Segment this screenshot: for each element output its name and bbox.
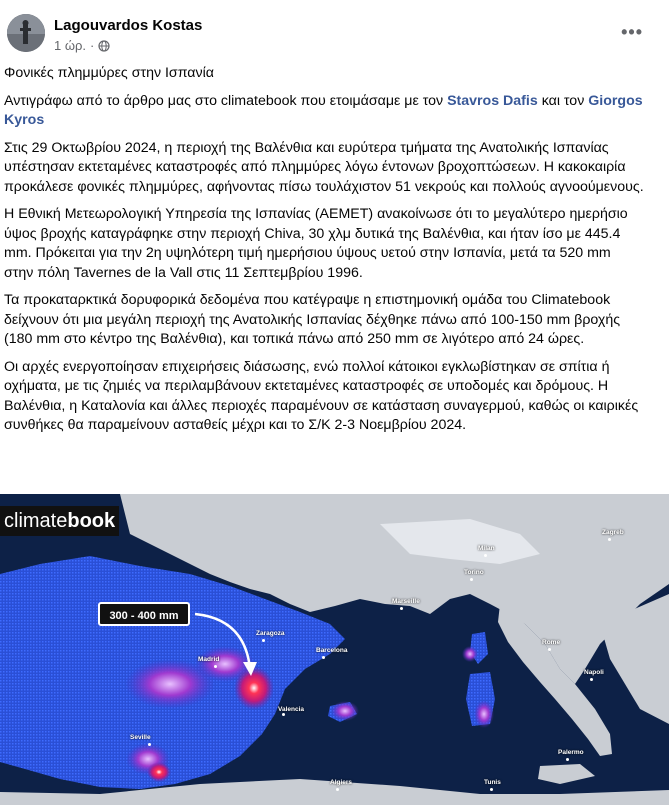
city-dot — [148, 743, 151, 746]
mention-stavros-dafis[interactable]: Stavros Dafis — [447, 92, 538, 109]
city-label-zagreb: Zagreb — [602, 529, 624, 536]
avatar[interactable] — [7, 14, 45, 52]
city-label-seville: Seville — [130, 734, 151, 741]
paragraph-text: Αντιγράφω από το άρθρο μας στο climatebook που ετοιμάσαμε με τον — [4, 92, 448, 109]
city-label-torino: Torino — [464, 569, 484, 576]
city-label-rome: Rome — [542, 639, 561, 646]
city-label-milan: Milan — [478, 545, 495, 552]
city-label-napoli: Napoli — [584, 669, 604, 676]
mention-giorgos-kyros[interactable]: Giorgos Kyros — [4, 92, 643, 128]
post-paragraph-5: Τα προκαταρκτικά δορυφορικά δεδομένα που κατέγραψε η επιστημονική ομάδα του Climatebook δείχνουν ότι μια μεγάλη περιοχή της Ανατολικής Ισπανίας δέχθηκε πάνω από 100-150 mm βροχής (180 mm στο κέντρο της Βαλένθια), και τοπικά πάνω από 250 mm σε λιγότερο από 24 ώρες. — [4, 292, 621, 347]
city-dot — [470, 578, 473, 581]
city-label-palermo: Palermo — [558, 749, 584, 756]
city-dot — [322, 656, 325, 659]
more-options-icon[interactable]: ••• — [621, 22, 643, 42]
globe-icon[interactable] — [98, 40, 110, 52]
post-paragraph-3: Στις 29 Οκτωβρίου 2024, η περιοχή της Βαλένθια και ευρύτερα τμήματα της Ανατολικής Ισπανίας υπέστησαν εκτεταμένες καταστροφές από πλημμύρες λόγω έντονων βροχοπτώσεων. Η κακοκαιρία προκάλεσε φονικές πλημμύρες, αφήνοντας πίσω τουλάχιστον 51 νεκρούς και πολλούς αγνοούμενους. — [4, 139, 644, 195]
post-paragraph-1: Φονικές πλημμύρες στην Ισπανία — [4, 65, 214, 81]
city-dot — [400, 607, 403, 610]
city-label-zaragoza: Zaragoza — [256, 630, 285, 637]
city-dot — [336, 788, 339, 791]
post-meta — [54, 38, 110, 53]
post-text — [4, 64, 644, 444]
post-paragraph-2 — [4, 92, 644, 131]
city-label-algiers: Algiers — [330, 779, 353, 786]
city-dot — [484, 554, 487, 557]
post-header — [0, 0, 669, 62]
city-label-madrid: Madrid — [198, 656, 220, 663]
city-label-tunis: Tunis — [484, 779, 501, 786]
city-dot — [490, 788, 493, 791]
rainfall-map-image[interactable] — [0, 494, 669, 805]
city-label-barcelona: Barcelona — [316, 647, 348, 654]
city-label-marseille: Marseille — [392, 598, 420, 605]
city-dot — [282, 713, 285, 716]
rainfall-callout-label: 300 - 400 mm — [98, 602, 190, 626]
city-dot — [608, 538, 611, 541]
city-label-valencia: Valencia — [278, 706, 305, 713]
paragraph-text: και τον — [537, 92, 589, 109]
city-dot — [548, 648, 551, 651]
climatebook-logo: climatebook — [0, 506, 119, 536]
post-paragraph-6: Οι αρχές ενεργοποίησαν επιχειρήσεις διάσωσης, ενώ πολλοί κάτοικοι εγκλωβίστηκαν σε σπίτια ή οχήματα, με τις ζημιές να περιλαμβάνουν εκτεταμένες καταστροφές σε υποδομές και δρόμους. Η Βαλένθια, η Καταλονία και άλλες περιοχές παραμένουν σε κατάσταση συναγερμού, καθώς οι καιρικές συνθήκες θα παραμείνουν ασταθείς μέχρι και το Σ/Κ 2-3 Νοεμβρίου 2024. — [4, 358, 639, 433]
meta-separator: · — [90, 38, 95, 53]
post-time[interactable]: 1 ώρ. — [54, 38, 86, 53]
city-dot — [262, 639, 265, 642]
avatar-image — [7, 14, 45, 52]
author-name[interactable]: Lagouvardos Kostas — [54, 17, 203, 34]
city-dot — [590, 678, 593, 681]
post-paragraph-4: Η Εθνική Μετεωρολογική Υπηρεσία της Ισπανίας (AEMET) ανακοίνωσε ότι το μεγαλύτερο ημερήσιο ύψος βροχής καταγράφηκε στην περιοχή Chiva, 30 χλμ δυτικά της Βαλένθια, και ήταν ίσο με 445.4 mm. Πρόκειται για την 2η υψηλότερη τιμή ημερήσιου ύψους υετού στην Ισπανία, μετά τα 520 mm στην πόλη Tavernes de la Vall στις 11 Σεπτεμβρίου 1996. — [4, 206, 628, 281]
city-dot — [214, 665, 217, 668]
city-dot — [566, 758, 569, 761]
